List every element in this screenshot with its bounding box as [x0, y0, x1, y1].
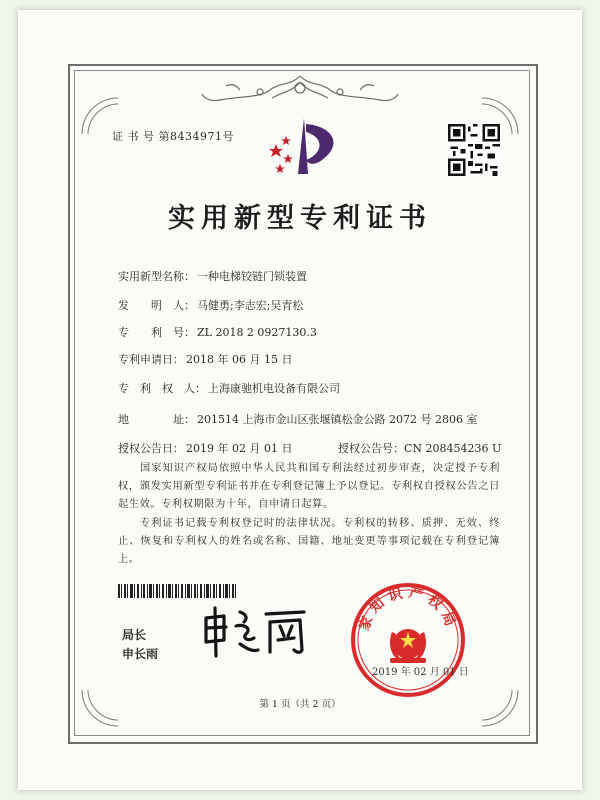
field-inventor: 发 明 人： 马健勇;李志宏;吴青松 [118, 299, 304, 312]
field-announcement-number: 授权公告号：CN 208454236 U [338, 442, 502, 455]
svg-text:家知识产权局: 家知识产权局 [356, 584, 460, 633]
signatory-title: 局长 [122, 628, 147, 642]
certificate-number: 证 书 号 第8434971号 [112, 130, 234, 143]
field-application-date: 专利申请日： 2018 年 06 月 15 日 [118, 353, 293, 366]
certificate-title: 实用新型专利证书 [168, 203, 432, 234]
certificate-paragraph: 专利证书记载专利权登记时的法律状况。专利权的转移、质押、无效、终止、恢复和专利权人的姓名或名称、国籍、地址变更等事项记载在专利登记簿上。 [118, 518, 500, 565]
field-announcement-date: 授权公告日： 2019 年 02 月 01 日 [118, 442, 293, 455]
page-number: 第 1 页（共 2 页） [259, 699, 341, 710]
handwritten-signature-icon [200, 604, 310, 658]
certificate-paragraph: 国家知识产权局依照中华人民共和国专利法经过初步审查，决定授予专利权，颁发实用新型专利证书并在专利登记簿上予以登记。专利权自授权公告之日起生效。专利权期限为十年，自申请日起算。 [118, 463, 500, 510]
field-patentee: 专 利 权 人： 上海康驰机电设备有限公司 [118, 382, 340, 395]
field-patent-number: 专 利 号： ZL 2018 2 0927130.3 [118, 326, 317, 339]
barcode-icon [118, 584, 236, 598]
cnipa-logo-icon [262, 114, 352, 186]
qr-code-icon [448, 124, 500, 176]
field-address: 地 址： 201514 上海市金山区张堰镇松金公路 2072 号 2806 室 [118, 413, 478, 426]
official-seal-icon [348, 580, 468, 700]
field-utility-model-name: 实用新型名称： 一种电梯铰链门锁装置 [118, 270, 307, 283]
seal-date: 2019 年 02 月 01 日 [372, 667, 469, 678]
signatory-name: 申长雨 [122, 647, 159, 661]
top-ornament-icon [200, 72, 400, 106]
